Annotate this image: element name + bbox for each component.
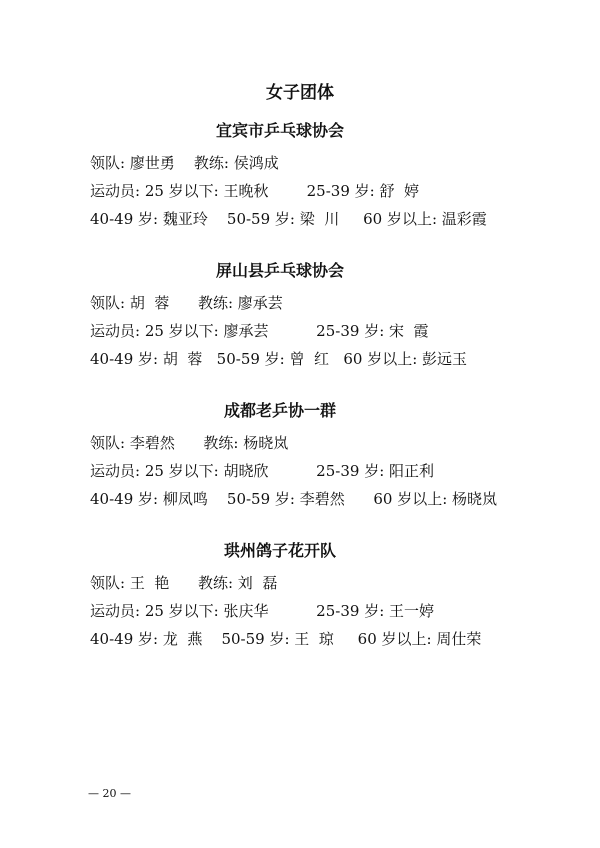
page-number: — 20 — — [88, 787, 131, 800]
page-title: 女子团体 — [266, 83, 334, 103]
leader-coach-line: 领队: 王 艳 教练: 刘 磊 — [90, 574, 278, 592]
team-block — [90, 398, 530, 513]
team-block — [90, 538, 530, 653]
athletes-line-1: 运动员: 25 岁以下: 廖承芸 25-39 岁: 宋 霞 — [90, 322, 429, 340]
athletes-line-1: 运动员: 25 岁以下: 张庆华 25-39 岁: 王一婷 — [90, 602, 435, 620]
team-name: 屏山县乒乓球协会 — [215, 261, 344, 280]
athletes-line-1: 运动员: 25 岁以下: 胡晓欣 25-39 岁: 阳正利 — [90, 462, 435, 480]
team-name: 宜宾市乒乓球协会 — [215, 121, 344, 140]
team-name: 珙州鸽子花开队 — [223, 541, 336, 560]
leader-coach-line: 领队: 胡 蓉 教练: 廖承芸 — [90, 294, 283, 312]
athletes-line-1: 运动员: 25 岁以下: 王晚秋 25-39 岁: 舒 婷 — [90, 182, 420, 200]
athletes-line-2: 40-49 岁: 魏亚玲 50-59 岁: 梁 川 60 岁以上: 温彩霞 — [90, 210, 487, 228]
leader-coach-line: 领队: 李碧然 教练: 杨晓岚 — [90, 434, 289, 452]
leader-coach-line: 领队: 廖世勇 教练: 侯鸿成 — [90, 154, 279, 172]
athletes-line-2: 40-49 岁: 柳凤鸣 50-59 岁: 李碧然 60 岁以上: 杨晓岚 — [90, 490, 498, 508]
team-name: 成都老乒协一群 — [223, 401, 336, 420]
team-block — [90, 118, 530, 233]
athletes-line-2: 40-49 岁: 龙 燕 50-59 岁: 王 琼 60 岁以上: 周仕荣 — [90, 630, 482, 648]
athletes-line-2: 40-49 岁: 胡 蓉 50-59 岁: 曾 红 60 岁以上: 彭远玉 — [90, 350, 468, 368]
team-block — [90, 258, 530, 373]
